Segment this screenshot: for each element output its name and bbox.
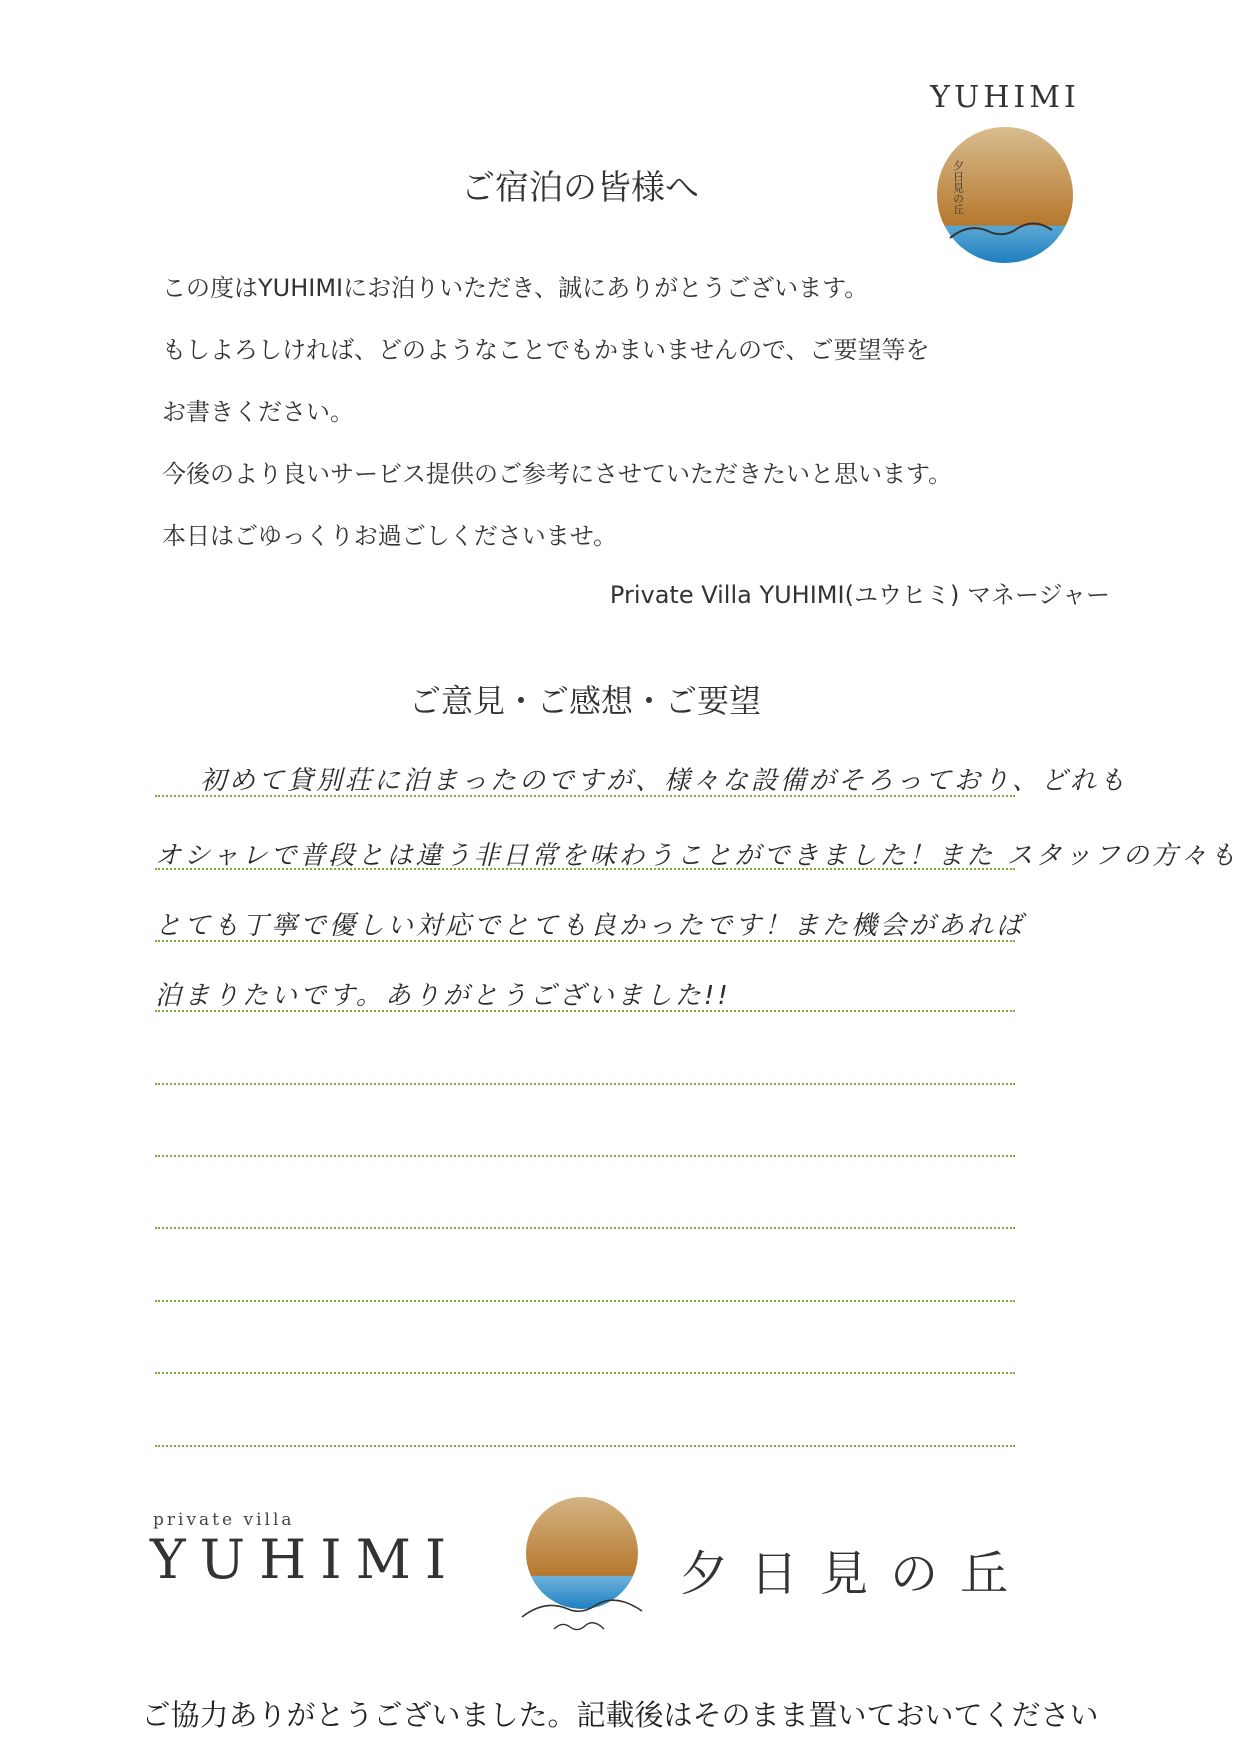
sunset-ocean-logo-icon (520, 1495, 645, 1640)
writing-rule (155, 1227, 1015, 1229)
writing-rule (155, 1445, 1015, 1447)
feedback-title: ご意見・ご感想・ご要望 (408, 682, 761, 720)
top-logo-brand: YUHIMI (930, 80, 1080, 115)
writing-rule (155, 1372, 1015, 1374)
bottom-brand-small: private villa (153, 1510, 295, 1530)
writing-rule (155, 940, 1015, 942)
handwritten-line: 泊まりたいです。ありがとうございました!! (155, 981, 731, 1011)
writing-rule (155, 1300, 1015, 1302)
writing-rule (155, 1010, 1015, 1012)
greeting-line: もしよろしければ、どのようなことでもかまいませんので、ご要望等を (162, 336, 930, 364)
bottom-brand-name: YUHIMI (150, 1528, 461, 1591)
footer-note: ご協力ありがとうございました。記載後はそのまま置いておいてください (141, 1698, 1099, 1732)
greeting-title: ご宿泊の皆様へ (461, 168, 699, 208)
signature: Private Villa YUHIMI(ユウヒミ) マネージャー (609, 581, 1110, 609)
bottom-brand-jp: 夕日見の丘 (680, 1546, 1031, 1602)
writing-rule (155, 1083, 1015, 1085)
top-logo-vertical-jp: 夕日見の丘 (951, 160, 965, 215)
greeting-line: 今後のより良いサービス提供のご参考にさせていただきたいと思います。 (162, 460, 953, 488)
writing-rule (155, 795, 1015, 797)
handwritten-line: オシャレで普段とは違う非日常を味わうことができました！また スタッフの方々も (155, 841, 1239, 871)
handwritten-line: とても丁寧で優しい対応でとても良かったです！また機会があれば (155, 911, 1026, 941)
writing-rule (155, 1155, 1015, 1157)
greeting-line: 本日はごゆっくりお過ごしくださいませ。 (162, 522, 618, 550)
greeting-line: この度はYUHIMIにお泊りいただき、誠にありがとうございます。 (162, 274, 869, 302)
greeting-line: お書きください。 (162, 398, 354, 426)
handwritten-line: 初めて貸別荘に泊まったのですが、様々な設備がそろっており、どれも (200, 766, 1129, 796)
writing-rule (155, 868, 1015, 870)
